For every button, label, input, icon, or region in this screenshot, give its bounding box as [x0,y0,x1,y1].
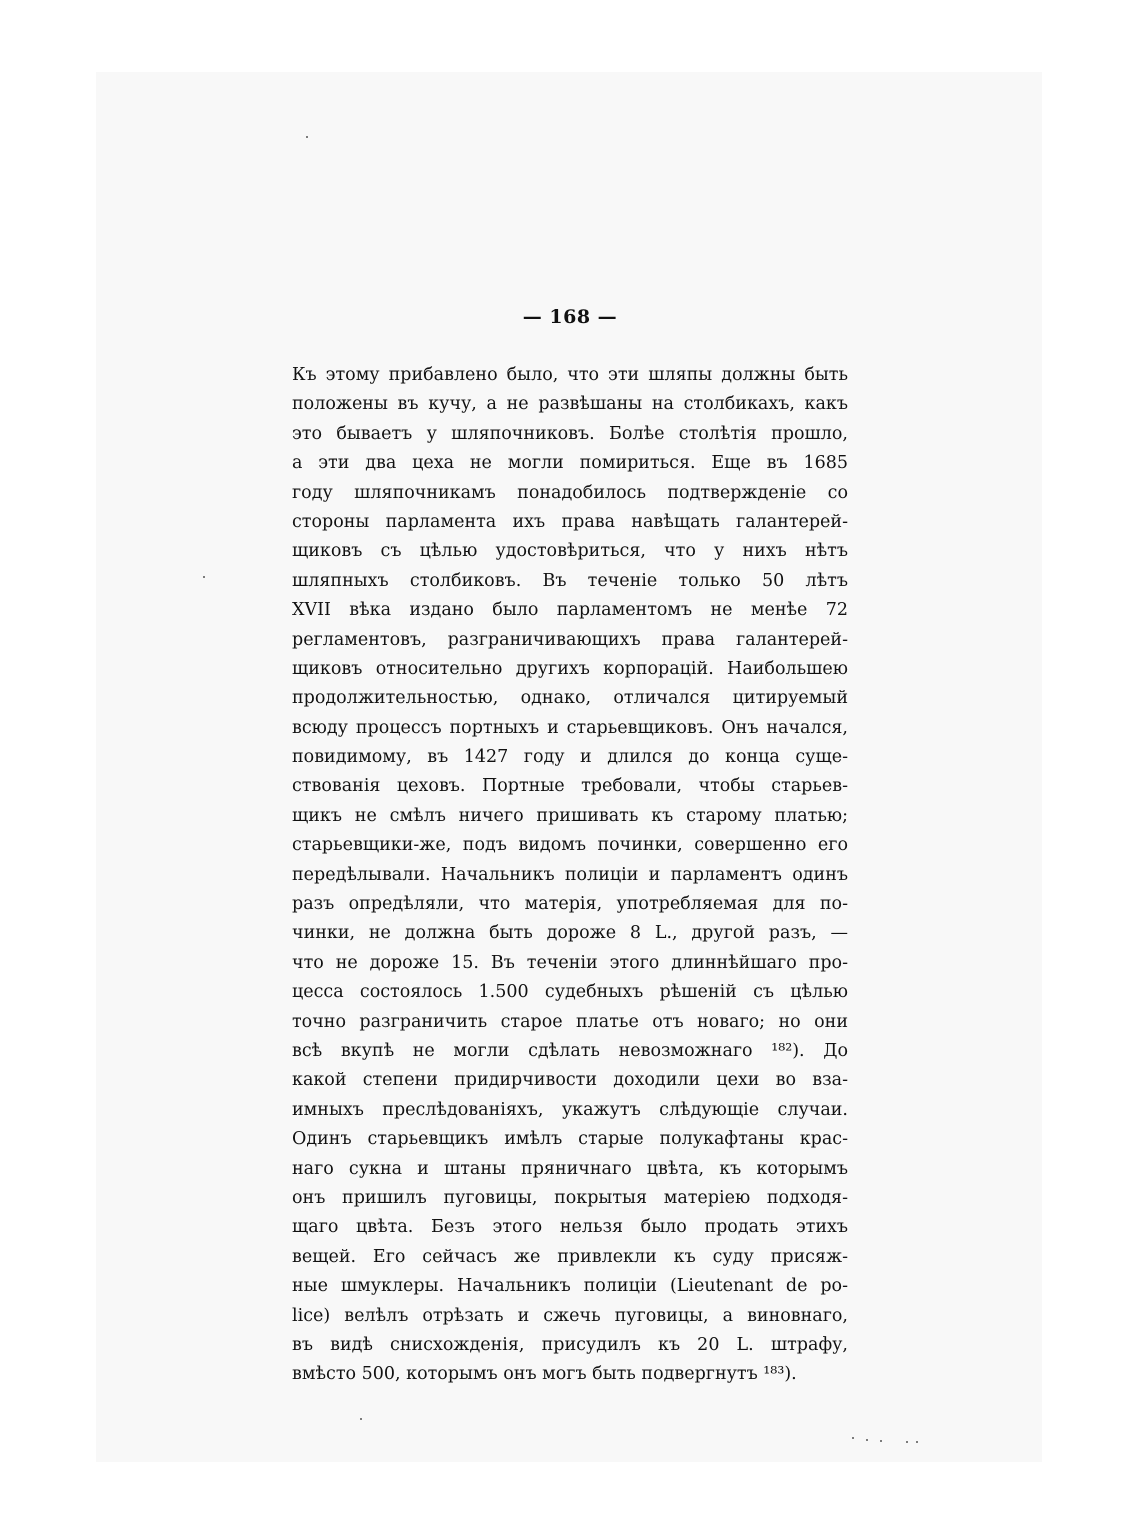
scan-speck [880,1440,882,1442]
text-line: а эти два цеха не могли помириться. Еще въ 1685 [292,453,848,474]
text-line: чинки, не должна быть дороже 8 L., другой разъ, — [292,923,848,944]
scan-speck [906,1441,908,1443]
text-line: вмѣсто 500, которымъ онъ могъ быть подвергнутъ ¹⁸³). [292,1364,797,1385]
text-line: имныхъ преслѣдованіяхъ, укажутъ слѣдующіе случаи. [292,1099,848,1120]
text-line: ные шмуклеры. Начальникъ полиціи (Lieutenant de po- [292,1276,848,1297]
text-line: какой степени придирчивости доходили цехи во вза- [292,1070,848,1091]
text-line: ствованія цеховъ. Портные требовали, чтобы старьев- [292,776,848,797]
text-line: въ видѣ снисхожденія, присудилъ къ 20 L. штрафу, [292,1334,848,1355]
scan-speck [916,1441,918,1443]
text-line: щикъ не смѣлъ ничего пришивать къ старому платью; [292,805,848,826]
text-line: стороны парламента ихъ права навѣщать галантерей- [292,511,848,532]
page-number: — 168 — [522,306,618,328]
text-line: всюду процессъ портныхъ и старьевщиковъ. Онъ начался, [292,717,848,738]
body-text [292,361,848,1390]
text-line: всѣ вкупѣ не могли сдѣлать невозможнаго ¹⁸²). До [292,1040,848,1061]
text-line: это бываетъ у шляпочниковъ. Болѣе столѣтія прошло, [292,423,848,444]
text-line: году шляпочникамъ понадобилось подтвержденіе со [292,482,848,503]
text-line: Одинъ старьевщикъ имѣлъ старые полукафтаны крас- [292,1129,848,1150]
text-line: старьевщики-же, подъ видомъ починки, совершенно его [292,835,848,856]
text-line: шляпныхъ столбиковъ. Въ теченіе только 50 лѣтъ [292,570,848,591]
text-line: XVII вѣка издано было парламентомъ не менѣе 72 [292,600,848,621]
scan-speck [203,576,205,578]
scan-speck [360,1418,362,1420]
text-line: щаго цвѣта. Безъ этого нельзя было продать этихъ [292,1217,848,1238]
text-line: онъ пришилъ пуговицы, покрытыя матеріею подходя- [292,1187,848,1208]
text-line: передѣлывали. Начальникъ полиціи и парламентъ одинъ [292,864,848,885]
text-line: регламентовъ, разграничивающихъ права галантерей- [292,629,848,650]
text-line: точно разграничить старое платье отъ новаго; но они [292,1011,848,1032]
text-line: разъ опредѣляли, что матерія, употребляемая для по- [292,894,848,915]
scan-speck [866,1439,868,1441]
scan-speck [852,1437,854,1439]
text-line: Къ этому прибавлено было, что эти шляпы должны быть [292,365,848,385]
text-line: цесса состоялось 1.500 судебныхъ рѣшеній съ цѣлью [292,982,848,1003]
text-line: вещей. Его сейчасъ же привлекли къ суду присяж- [292,1246,848,1267]
text-line: повидимому, въ 1427 году и длился до конца суще- [292,747,848,768]
text-line: положены въ кучу, а не развѣшаны на столбикахъ, какъ [292,394,848,415]
text-line: что не дороже 15. Въ теченіи этого длиннѣйшаго про- [292,952,848,973]
text-line: lice) велѣлъ отрѣзать и сжечь пуговицы, а виновнаго, [292,1305,848,1326]
text-line: щиковъ съ цѣлью удостовѣриться, что у нихъ нѣтъ [292,541,848,562]
scan-speck [306,136,308,138]
text-line: щиковъ относительно другихъ корпорацій. Наибольшею [292,658,848,679]
text-line: продолжительностью, однако, отличался цитируемый [292,688,848,709]
text-line: наго сукна и штаны пряничнаго цвѣта, къ которымъ [292,1158,848,1179]
